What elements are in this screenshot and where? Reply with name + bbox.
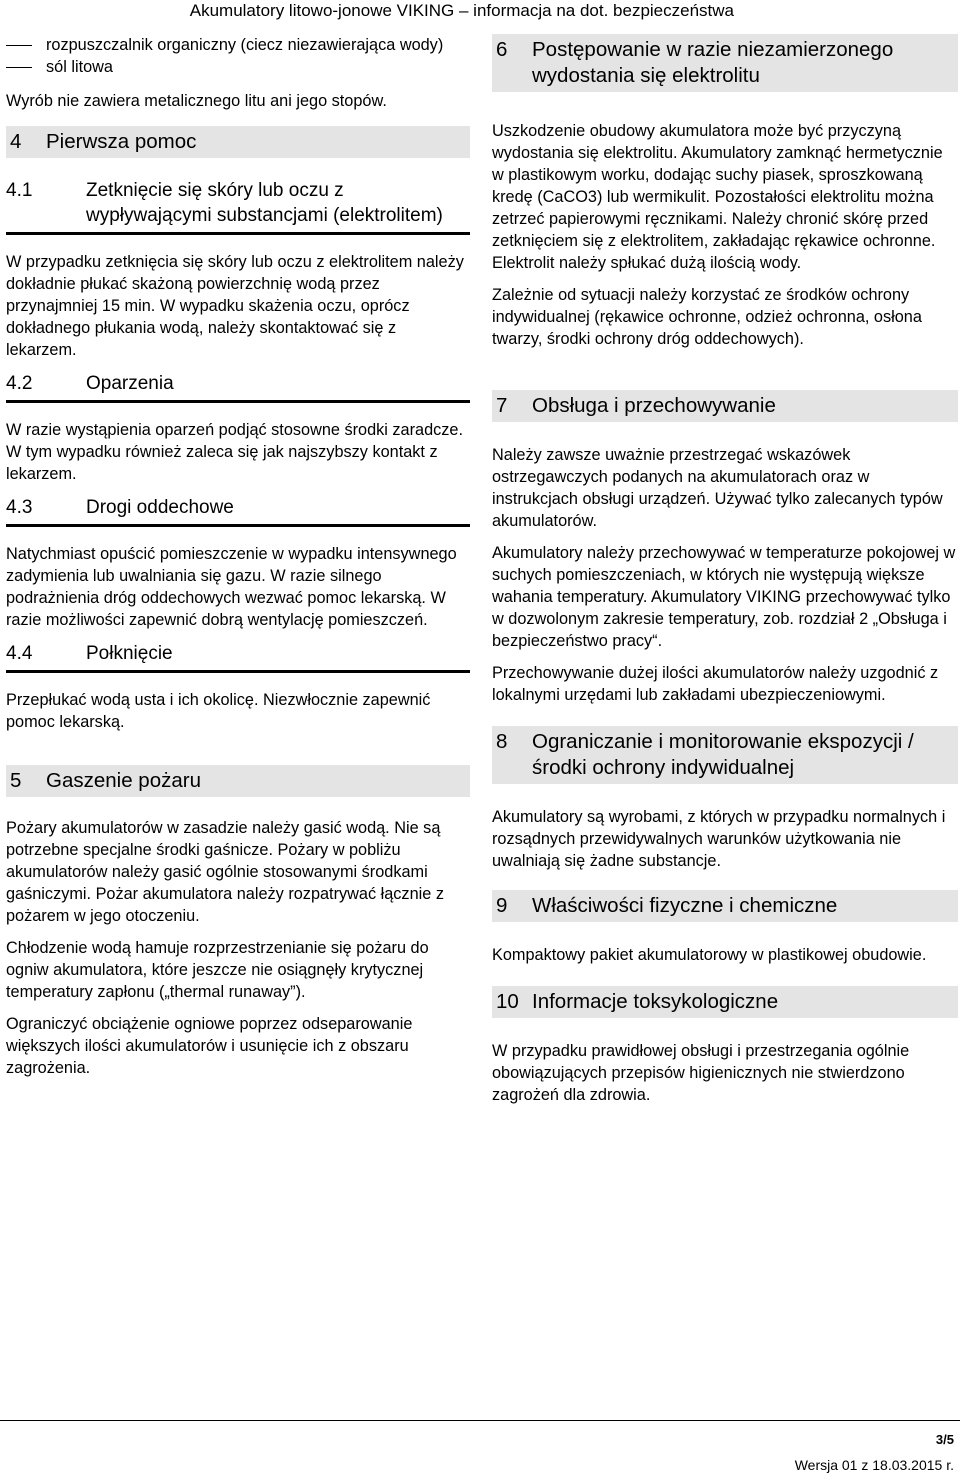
section-6-heading: 6 Postępowanie w razie niezamierzonego wydostania się elektrolitu: [492, 34, 958, 92]
section-6-text-2: Zależnie od sytuacji należy korzystać ze środków ochrony indywidualnej (rękawice ochronne, odzież ochronna, osłona twarzy, środki ochrony dróg oddechowych).: [492, 286, 922, 348]
section-10-heading: 10 Informacje toksykologiczne: [492, 986, 958, 1018]
section-8-text-1: Akumulatory są wyrobami, z których w przypadku normalnych i rozsądnych przewidywalnych warunków użytkowania nie uwalniają się żadne substancje.: [492, 808, 946, 870]
page-number: 3/5: [935, 1432, 954, 1447]
section-5-text-3: Ograniczyć obciążenie ogniowe poprzez odseparowanie większych ilości akumulatorów i usunięcie ich z obszaru zagrożenia.: [6, 1015, 413, 1077]
section-4-3-text: Natychmiast opuścić pomieszczenie w wypadku intensywnego zadymienia lub uwalniania się gazu. W razie silnego podrażnienia dróg oddechowych wezwać pomoc lekarską. W razie możliwości zapewnić dobrą wentylację pomieszczeń.: [6, 545, 457, 629]
dash-bullet: [6, 45, 32, 46]
section-4-4-text: Przepłukać wodą usta i ich okolicę. Niezwłocznie zapewnić pomoc lekarską.: [6, 691, 431, 731]
section-4-1-heading: 4.1 Zetknięcie się skóry lub oczu z wypływającymi substancjami (elektrolitem): [6, 178, 470, 235]
section-4-3-heading: 4.3 Drogi oddechowe: [6, 495, 470, 527]
section-9-heading: 9 Właściwości fizyczne i chemiczne: [492, 890, 958, 922]
right-column: [492, 34, 958, 1116]
section-7-text-2: Akumulatory należy przechowywać w temperaturze pokojowej w suchych pomieszczeniach, w których nie występują większe wahania temperatury. Akumulatory VIKING przechowywać tylko w dozwolonym zakresie temperatury, zob. rozdział 2 „Obsługa i bezpieczeństwo pracy“.: [492, 544, 956, 650]
left-column: [6, 34, 470, 1089]
composition-note: Wyrób nie zawiera metalicznego litu ani jego stopów.: [6, 92, 387, 110]
list-item: sól litowa: [6, 56, 470, 78]
section-10-text-1: W przypadku prawidłowej obsługi i przestrzegania ogólnie obowiązujących przepisów higienicznych nie stwierdzono zagrożeń dla zdrowia.: [492, 1042, 910, 1104]
section-7-text-3: Przechowywanie dużej ilości akumulatorów należy uzgodnić z lokalnymi urzędami lub zakładami ubezpieczeniowymi.: [492, 664, 939, 704]
section-5-text-2: Chłodzenie wodą hamuje rozprzestrzenianie się pożaru do ogniw akumulatora, które jeszcze nie osiągnęły krytycznej temperatury zapłonu („thermal runaway”).: [6, 939, 429, 1001]
section-4-4-heading: 4.4 Połknięcie: [6, 641, 470, 673]
list-item: rozpuszczalnik organiczny (ciecz niezawierająca wody): [6, 34, 470, 56]
section-7-text-1: Należy zawsze uważnie przestrzegać wskazówek ostrzegawczych podanych na akumulatorach oraz w instrukcjach obsługi urządzeń. Używać tylko zalecanych typów akumulatorów.: [492, 446, 943, 530]
section-7-heading: 7 Obsługa i przechowywanie: [492, 390, 958, 422]
header-title: Akumulatory litowo-jonowe VIKING – informacja na dot. bezpieczeństwa: [189, 1, 734, 20]
version-info: Wersja 01 z 18.03.2015 r.: [794, 1457, 954, 1473]
section-4-1-text: W przypadku zetknięcia się skóry lub oczu z elektrolitem należy dokładnie płukać skażoną powierzchnię wodą przez przynajmniej 15 min. W wypadku skażenia oczu, oprócz dokładnego płukania wodą, należy skontaktować się z lekarzem.: [6, 253, 464, 359]
section-8-heading: 8 Ograniczanie i monitorowanie ekspozycji / środki ochrony indywidualnej: [492, 726, 958, 784]
section-4-2-heading: 4.2 Oparzenia: [6, 371, 470, 403]
dash-bullet: [6, 67, 32, 68]
section-5-heading: 5 Gaszenie pożaru: [6, 765, 470, 797]
footer-divider: [0, 1420, 960, 1421]
section-5-text-1: Pożary akumulatorów w zasadzie należy gasić wodą. Nie są potrzebne specjalne środki gaśnicze. Pożary w pobliżu akumulatorów należy gasić ogólnie stosowanymi środkami gaśniczymi. Pożar akumulatora należy rozpatrywać łącznie z pożarem w jego otoczeniu.: [6, 819, 444, 925]
section-6-text-1: Uszkodzenie obudowy akumulatora może być przyczyną wydostania się elektrolitu. Akumulatory zamknąć hermetycznie w plastikowym worku, dodając suchy piasek, sproszkowaną kredę (CaCO3) lub wermikulit. Pozostałości elektrolitu można zetrzeć papierowymi ręcznikami. Należy chronić skórę przed zetknięciem się z elektrolitem, zakładając rękawice ochronne. Elektrolit należy spłukać dużą ilością wody.: [492, 122, 943, 272]
section-4-2-text: W razie wystąpienia oparzeń podjąć stosowne środki zaradcze. W tym wypadku również zaleca się jak najszybszy kontakt z lekarzem.: [6, 421, 464, 483]
section-4-heading: 4 Pierwsza pomoc: [6, 126, 470, 158]
page-header: [0, 0, 960, 24]
section-9-text-1: Kompaktowy pakiet akumulatorowy w plastikowej obudowie.: [492, 946, 927, 964]
